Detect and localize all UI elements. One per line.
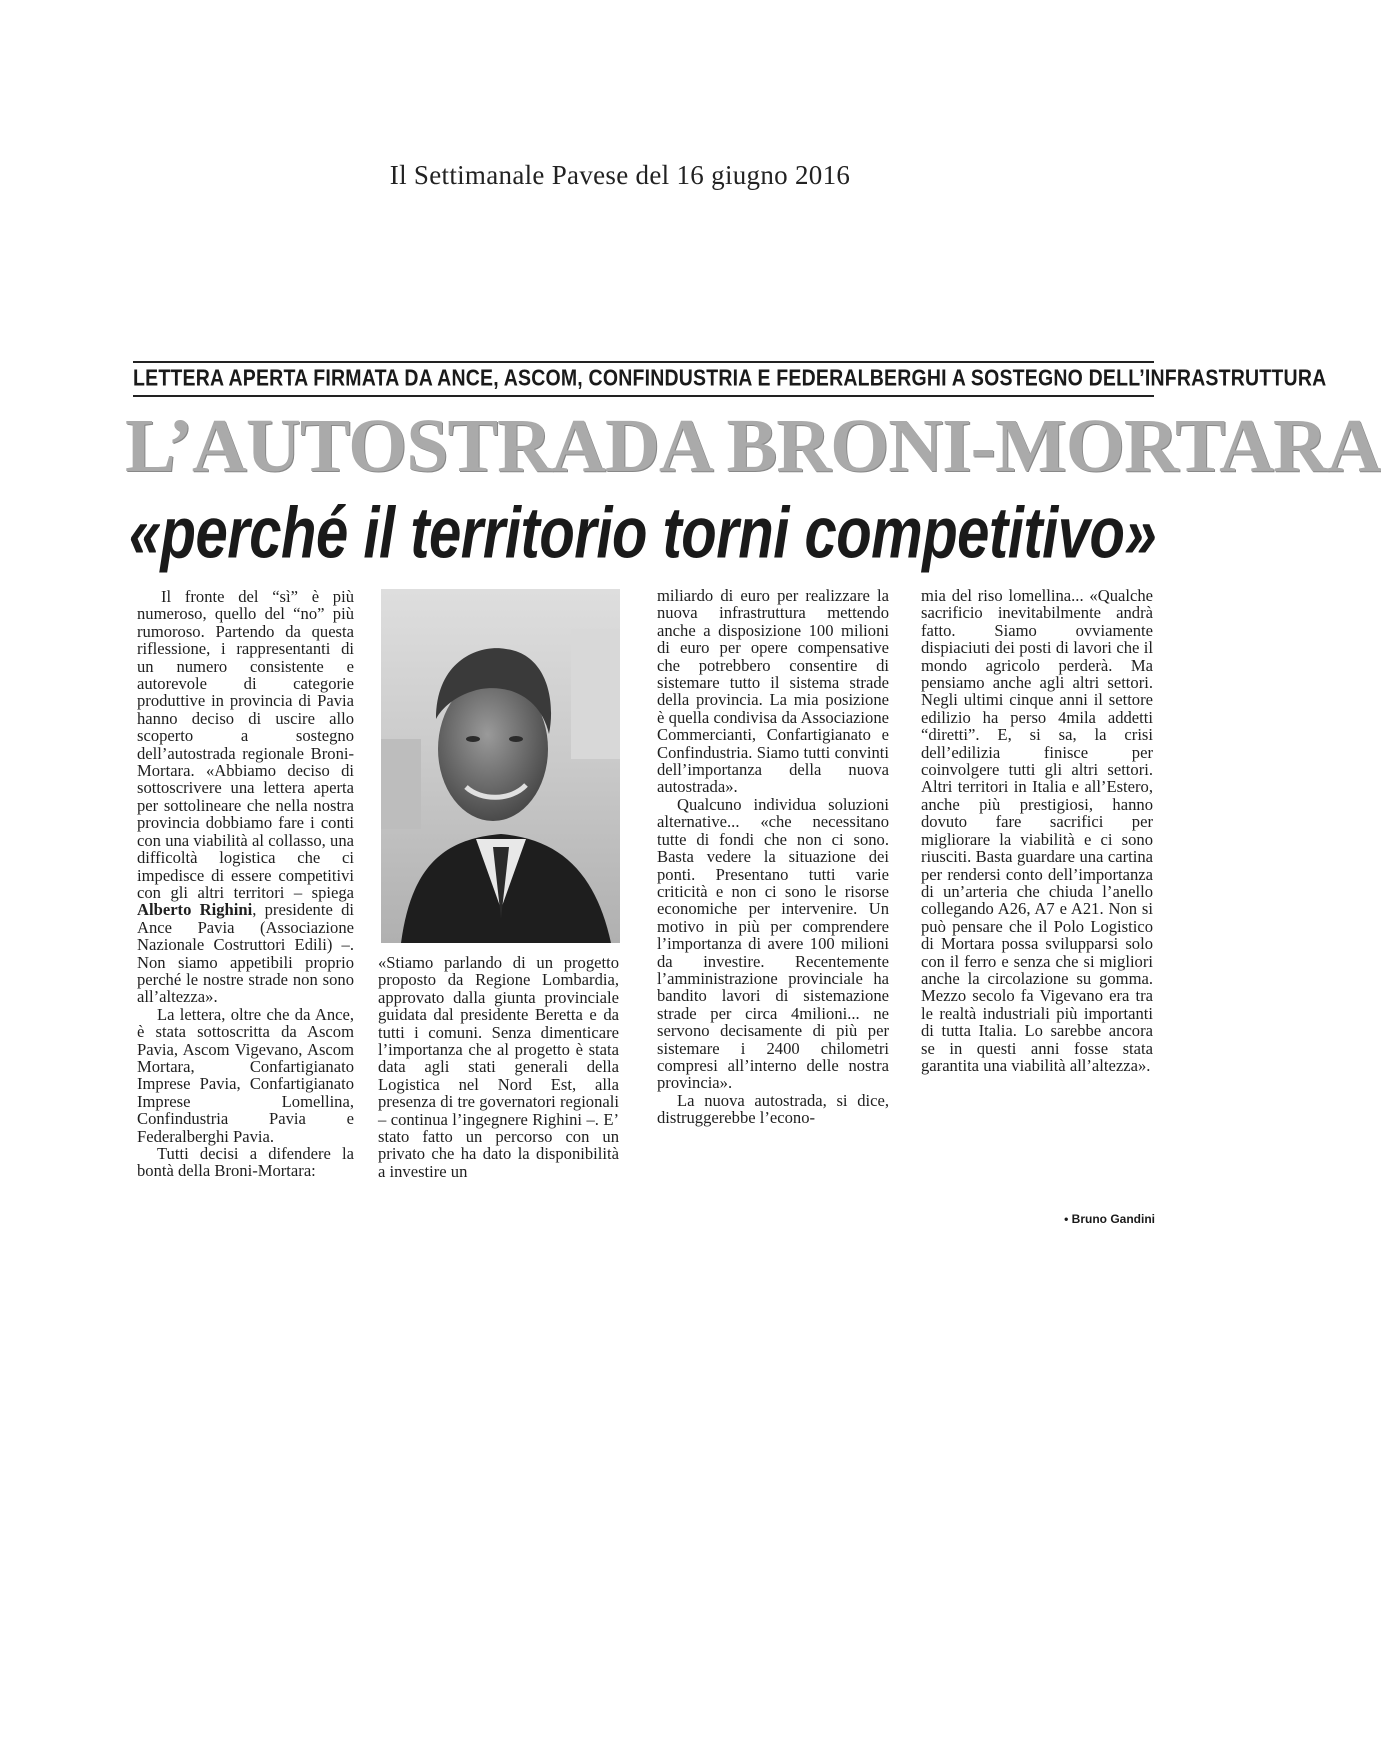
column-1-paragraph-1 [137, 588, 354, 1006]
paragraph-text: , presidente di Ance Pavia (Associazione Nazionale Costruttori Edili) –. Non siamo appetibili proprio perché le nostre strade non sono all’altezza». [137, 900, 355, 1007]
article-column-3 [657, 587, 889, 1127]
portrait-photo [381, 589, 620, 943]
article-subheadline: «perché il territorio torni competitivo» [128, 492, 1157, 574]
article-headline: L’AUTOSTRADA BRONI-MORTARA [125, 404, 1381, 488]
article-kicker: LETTERA APERTA FIRMATA DA ANCE, ASCOM, CONFINDUSTRIA E FEDERALBERGHI A SOSTEGNO DELL’INFRASTRUTTURA [133, 365, 1327, 392]
newspaper-source-line: Il Settimanale Pavese del 16 giugno 2016 [389, 160, 851, 190]
paragraph-text: Il fronte del “sì” è più numeroso, quello del “no” più rumoroso. Partendo da questa riflessione, i rappresentanti di un numero consistente e autorevole di categorie produttive in provincia di Pavia hanno deciso di uscire allo scoperto a sostegno dell’autostrada regionale Broni-Mortara. «Abbiamo deciso di sottoscrivere una lettera aperta per sottolineare che nella nostra provincia dobbiamo fare i conti con una viabilità al collasso, una difficoltà logistica che ci impedisce di essere competitivi con gli altri territori – spiega [137, 587, 354, 902]
column-1-paragraph-2: La lettera, oltre che da Ance, è stata sottoscritta da Ascom Pavia, Ascom Vigevano, Ascom Mortara, Confartigianato Imprese Pavia, Confartigianato Imprese Lomellina, Confindustria Pavia e Federalberghi Pavia. [137, 1004, 354, 1146]
kicker-top-rule [133, 361, 1154, 363]
author-byline: • Bruno Gandini [1064, 1212, 1155, 1226]
portrait-photo-icon [381, 589, 620, 943]
article-column-2 [378, 954, 619, 1180]
column-3-paragraph-1: miliardo di euro per realizzare la nuova infrastruttura mettendo anche a disposizione 100 milioni di euro per opere compensative che potrebbero consentire di sistemare tutto il sistema strade della provincia. La mia posizione è quella condivisa da Associazione Commercianti, Confartigianato e Confindustria. Siamo tutti convinti dell’importanza della nuova autostrada». [657, 586, 889, 797]
interviewee-name: Alberto Righini [137, 900, 253, 920]
kicker-bottom-rule [133, 395, 1154, 397]
column-1-paragraph-3: Tutti decisi a difendere la bontà della Broni-Mortara: [137, 1144, 354, 1181]
column-2-paragraph-1: «Stiamo parlando di un progetto proposto da Regione Lombardia, approvato dalla giunta provinciale guidata dal presidente Beretta e da tutti i comuni. Senza dimenticare l’importanza che al progetto è stata data agli stati generali della Logistica nel Nord Est, alla presenza di tre governatori regionali – continua l’ingegnere Righini –. E’ stato fatto un percorso con un privato che ha dato la disponibilità a investire un [378, 953, 619, 1181]
article-column-4 [921, 587, 1153, 1074]
column-3-paragraph-2: Qualcuno individua soluzioni alternative... «che necessitano tutte di fondi che non ci sono. Basta vedere la situazione dei ponti. Presentano tutti varie criticità e non ci sono le risorse economiche per intervenire. Un motivo in più per comprendere l’importanza di avere 100 milioni da investire. Recentemente l’amministrazione provinciale ha bandito lavori di sistemazione strade per circa 4milioni... ne servono decisamente di più per sistemare i 2400 chilometri compresi all’interno delle nostra provincia». [657, 794, 889, 1093]
article-column-1 [137, 588, 354, 1180]
column-3-paragraph-3: La nuova autostrada, si dice, distruggerebbe l’econo- [657, 1090, 889, 1128]
column-4-paragraph-1: mia del riso lomellina... «Qualche sacrificio inevitabilmente andrà fatto. Siamo ovviamente dispiaciuti dei posti di lavori che il mondo agricolo perderà. Ma pensiamo anche agli altri settori. Negli ultimi cinque anni il settore edilizio ha perso 4mila addetti “diretti”. E, si sa, la crisi dell’edilizia finisce per coinvolgere tutti gli altri settori. Altri territori in Italia e all’Estero, anche più prestigiosi, hanno dovuto fare sacrifici per migliorare la viabilità e ci sono riusciti. Basta guardare una cartina per rendersi conto dell’importanza di un’arteria che chiuda l’anello collegando A26, A7 e A21. Non si può pensare che il Polo Logistico di Mortara possa svilupparsi solo con il ferro e senza che si migliori anche la circolazione su gomma. Mezzo secolo fa Vigevano era tra le realtà industriali più importanti di tutta Italia. Lo sarebbe ancora se in questi anni fosse stata garantita una viabilità all’altezza». [921, 586, 1153, 1075]
